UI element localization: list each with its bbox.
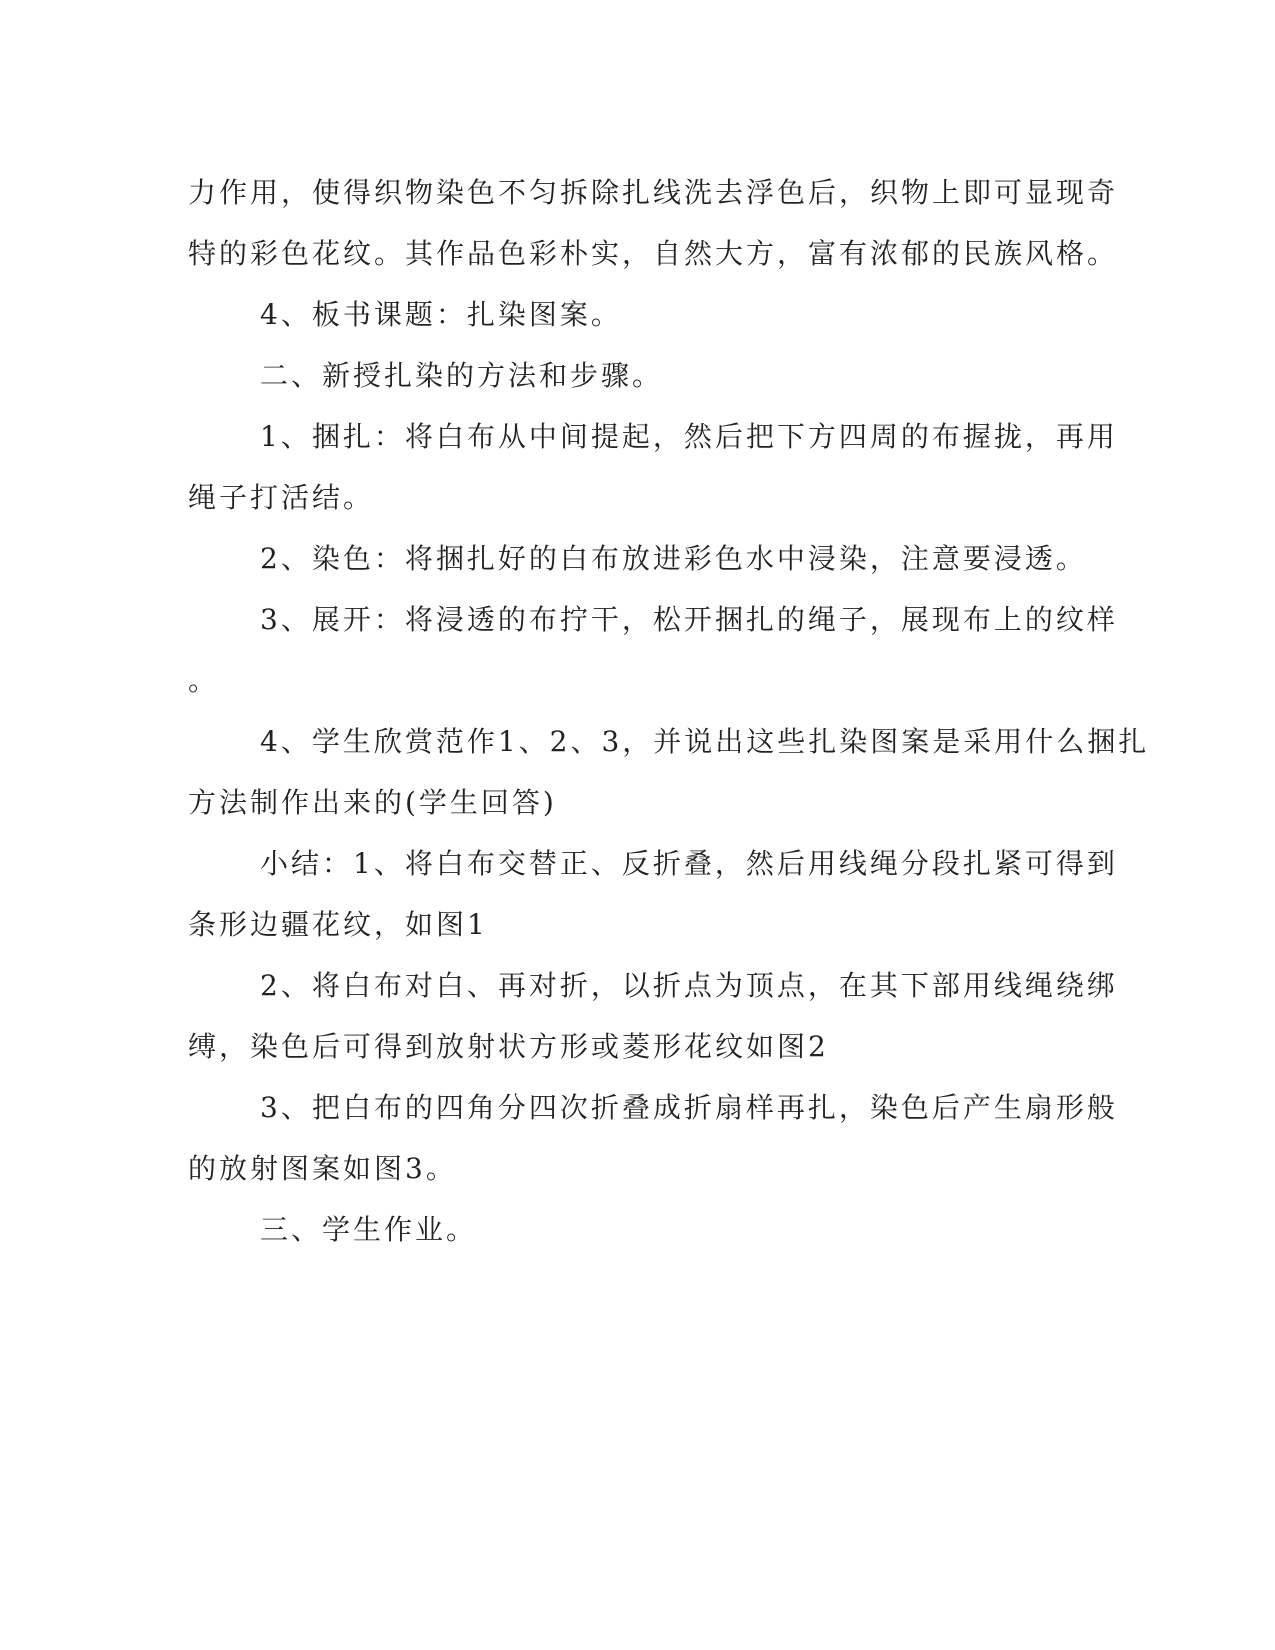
text-line: 的放射图案如图3。 [188,1152,457,1185]
text-line: 3、把白布的四角分四次折叠成折扇样再扎，染色后产生扇形般 [260,1091,1118,1124]
text-line: 条形边疆花纹，如图1 [188,908,488,941]
text-line: 。 [188,664,220,697]
text-line: 4、学生欣赏范作1、2、3，并说出这些扎染图案是采用什么捆扎 [260,725,1150,758]
text-line: 3、展开：将浸透的布拧干，松开捆扎的绳子，展现布上的纹样 [260,603,1118,636]
section-heading: 三、学生作业。 [260,1213,478,1246]
section-heading: 二、新授扎染的方法和步骤。 [260,359,664,392]
text-line: 绳子打活结。 [188,481,375,514]
text-line: 1、捆扎：将白布从中间提起，然后把下方四周的布握拢，再用 [260,420,1118,453]
text-line: 小结：1、将白布交替正、反折叠，然后用线绳分段扎紧可得到 [260,847,1118,880]
text-line: 2、染色：将捆扎好的白布放进彩色水中浸染，注意要浸透。 [260,542,1087,575]
text-line: 缚，染色后可得到放射状方形或菱形花纹如图2 [188,1030,829,1063]
text-line: 2、将白布对白、再对折，以折点为顶点，在其下部用线绳绕绑 [260,969,1118,1002]
document-body [188,162,1150,1260]
text-line: 方法制作出来的(学生回答) [188,786,557,819]
text-line: 4、板书课题：扎染图案。 [260,298,622,331]
text-line: 特的彩色花纹。其作品色彩朴实，自然大方，富有浓郁的民族风格。 [188,237,1119,270]
text-line: 力作用，使得织物染色不匀拆除扎线洗去浮色后，织物上即可显现奇 [188,176,1119,209]
